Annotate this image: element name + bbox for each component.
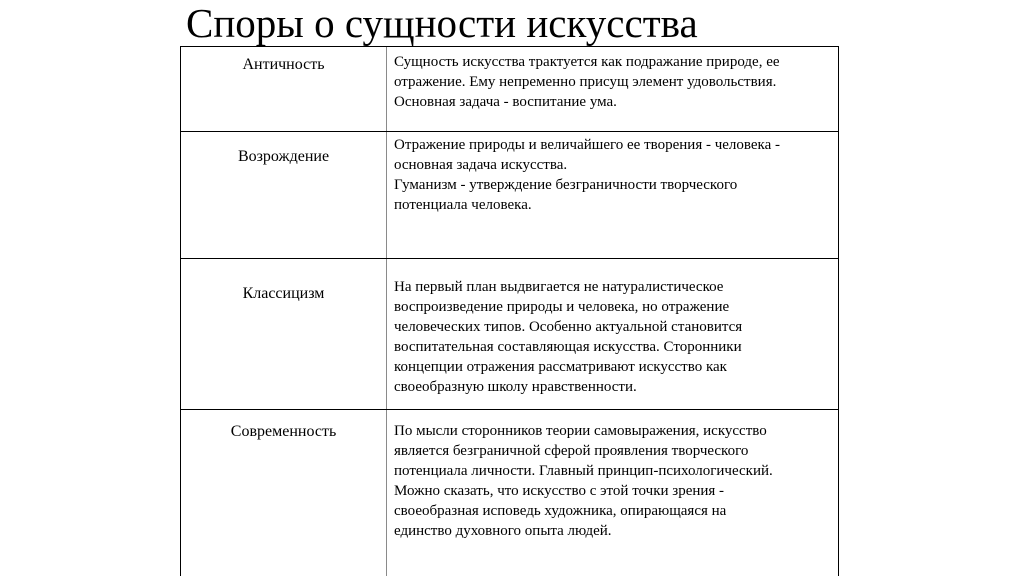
text-line: человеческих типов. Особенно актуальной становится (394, 319, 743, 335)
comparison-table (180, 46, 839, 576)
text-line: воспитательная составляющая искусства. Сторонники (394, 339, 742, 355)
row-label-modernity: Современность (230, 423, 337, 440)
row-label-classicism: Классицизм (242, 285, 325, 302)
text-line: является безграничной сферой проявления творческого (394, 443, 749, 459)
text-line: своеобразная исповедь художника, опирающаяся на (394, 503, 727, 519)
text-line: Основная задача - воспитание ума. (394, 94, 617, 110)
text-line: своеобразную школу нравственности. (394, 379, 637, 395)
text-line: потенциала человека. (394, 197, 532, 213)
text-line: единство духовного опыта людей. (394, 523, 612, 539)
row-label-antiquity: Античность (242, 56, 325, 73)
row-text-antiquity (394, 52, 836, 112)
row-text-modernity (394, 421, 836, 541)
row-divider (181, 258, 838, 259)
text-line: воспроизведение природы и человека, но отражение (394, 299, 730, 315)
text-line: Гуманизм - утверждение безграничности творческого (394, 177, 738, 193)
text-line: потенциала личности. Главный принцип-психологический. (394, 463, 773, 479)
text-line: Сущность искусства трактуется как подражание природе, ее (394, 54, 780, 70)
text-line: На первый план выдвигается не натуралистическое (394, 279, 724, 295)
text-line: отражение. Ему непременно присущ элемент удовольствия. (394, 74, 777, 90)
text-line: концепции отражения рассматривают искусство как (394, 359, 727, 375)
row-divider (181, 131, 838, 132)
row-text-renaissance (394, 135, 836, 215)
text-line: Можно сказать, что искусство с этой точки зрения - (394, 483, 725, 499)
slide-title: Споры о сущности искусства (186, 0, 698, 46)
row-divider (181, 409, 838, 410)
row-text-classicism (394, 277, 836, 397)
text-line: основная задача искусства. (394, 157, 568, 173)
text-line: Отражение природы и величайшего ее творения - человека - (394, 137, 781, 153)
row-label-renaissance: Возрождение (237, 148, 330, 165)
column-divider (386, 47, 387, 576)
text-line: По мысли сторонников теории самовыражения, искусство (394, 423, 767, 439)
